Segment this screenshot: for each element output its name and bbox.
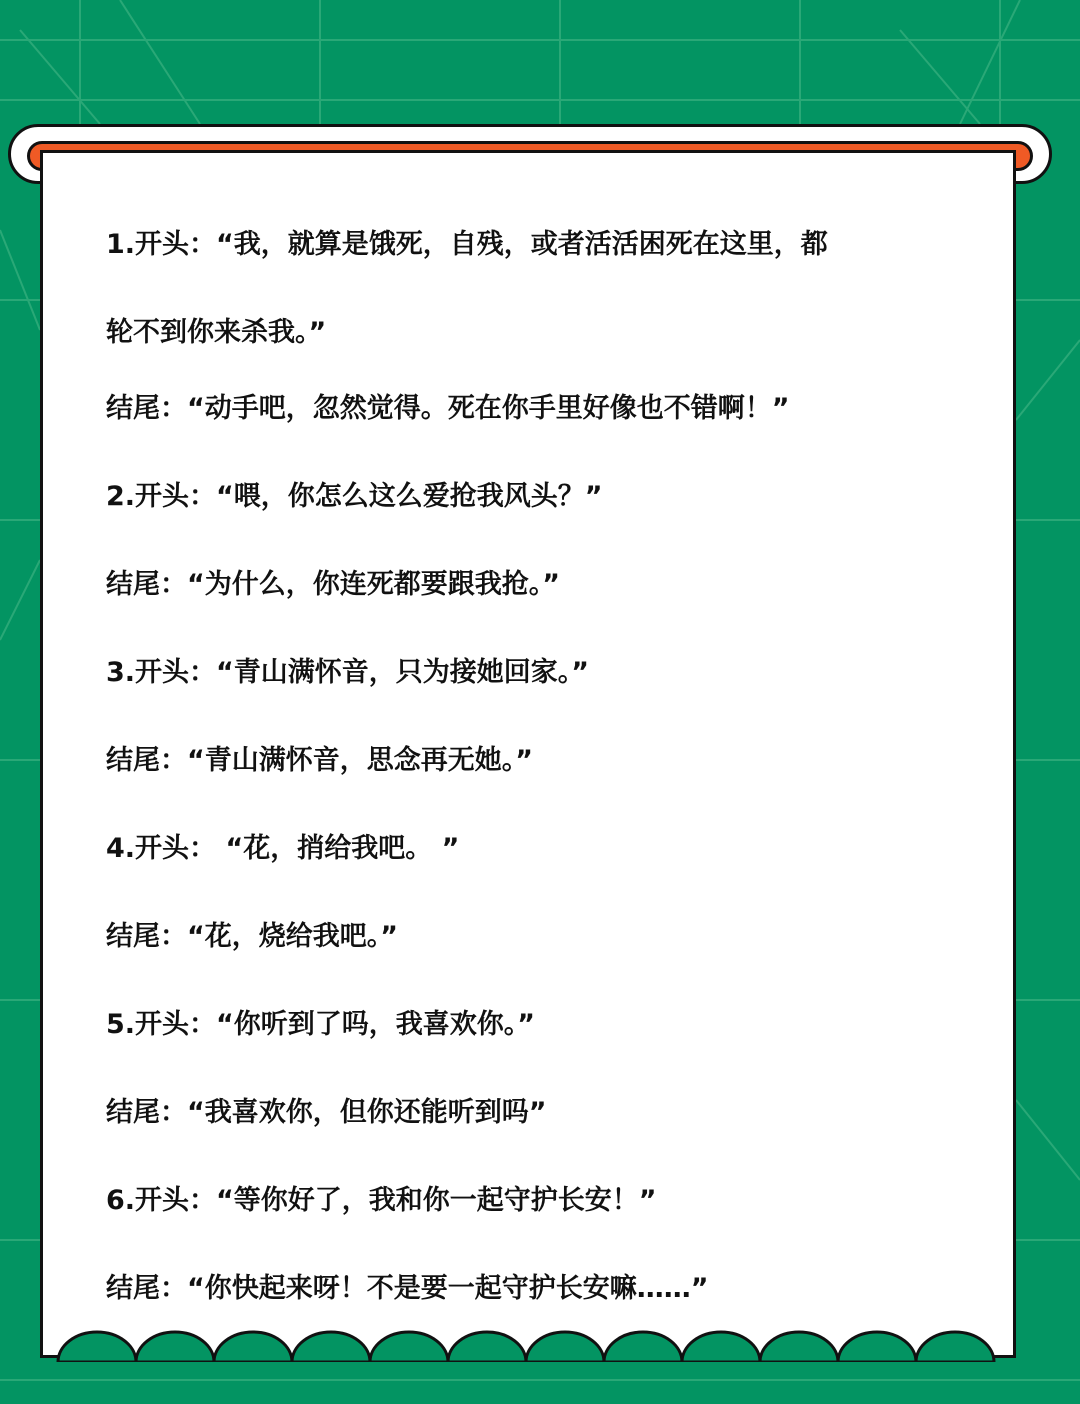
- text-line-4: 2.开头：“喂，你怎么这么爱抢我风头？”: [106, 481, 603, 512]
- text-line-8: 4.开头： “花，捎给我吧。 ”: [106, 833, 460, 864]
- text-line-7: 结尾：“青山满怀音，思念再无她。”: [106, 745, 533, 776]
- dialogue-list: [106, 214, 986, 1346]
- text-line-5: 结尾：“为什么，你连死都要跟我抢。”: [106, 569, 560, 600]
- text-line-12: 6.开头：“等你好了，我和你一起守护长安！”: [106, 1185, 657, 1216]
- text-line-9: 结尾：“花，烧给我吧。”: [106, 921, 398, 952]
- text-line-13: 结尾：“你快起来呀！不是要一起守护长安嘛……”: [106, 1273, 709, 1304]
- text-line-3: 结尾：“动手吧，忽然觉得。死在你手里好像也不错啊！”: [106, 393, 790, 424]
- text-line-10: 5.开头：“你听到了吗，我喜欢你。”: [106, 1009, 536, 1040]
- text-line-6: 3.开头：“青山满怀音，只为接她回家。”: [106, 657, 590, 688]
- text-line-2: 轮不到你来杀我。”: [106, 317, 327, 348]
- text-line-11: 结尾：“我喜欢你，但你还能听到吗”: [106, 1097, 547, 1128]
- text-line-1: 1.开头：“我，就算是饿死，自残，或者活活困死在这里，都: [106, 229, 828, 260]
